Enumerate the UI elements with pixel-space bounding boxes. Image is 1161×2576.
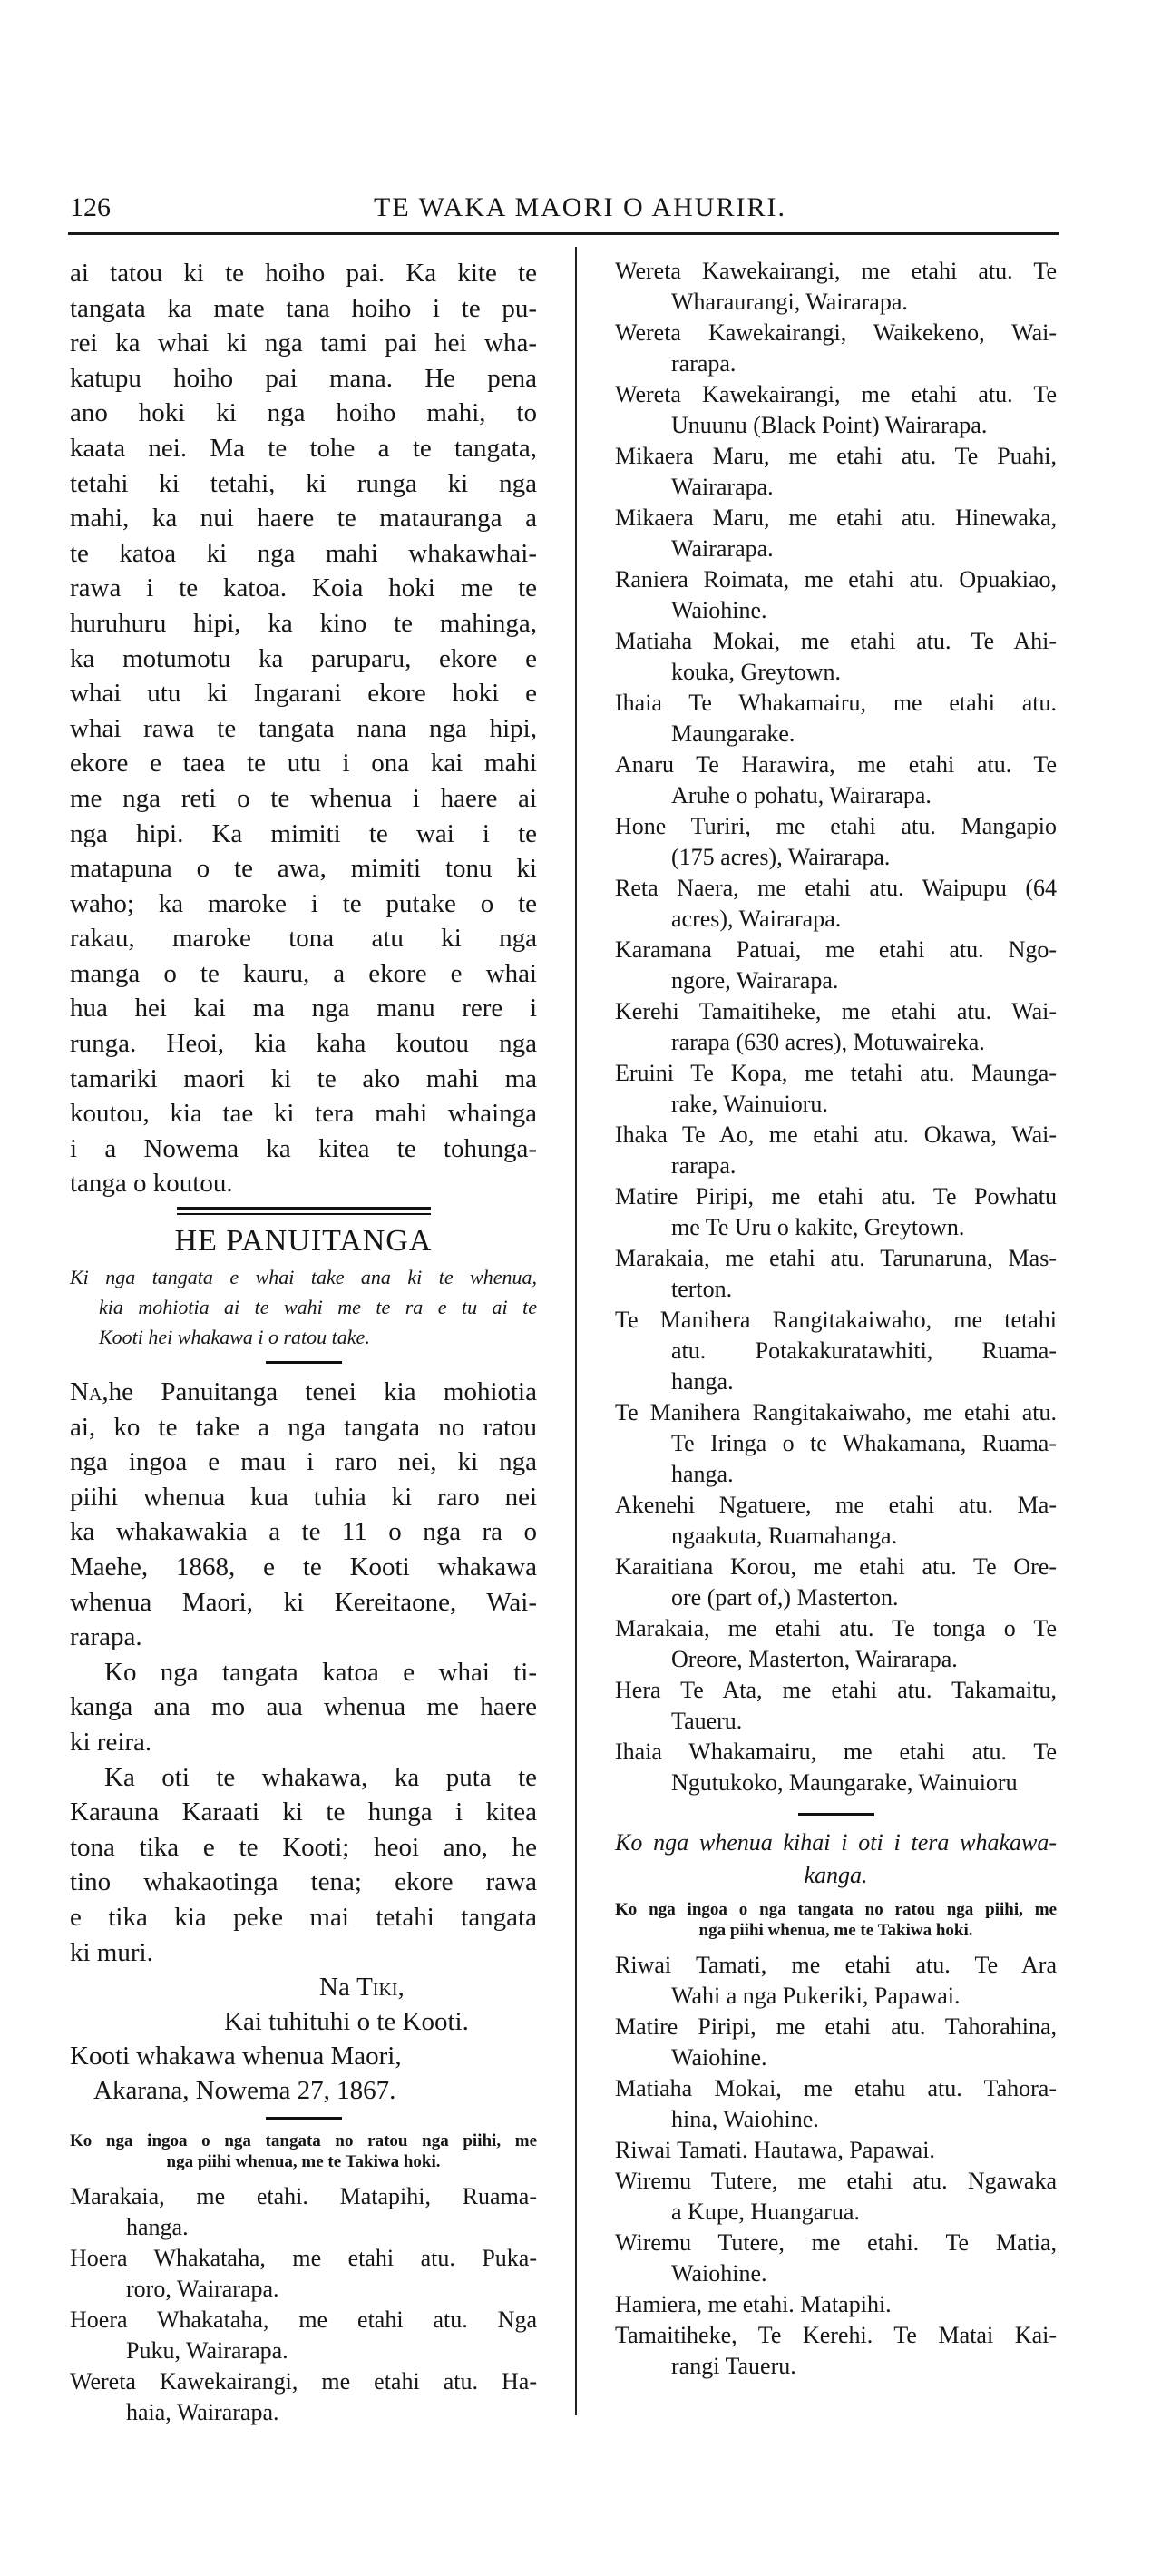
text-line: Matire Piripi, me etahi atu. Tahorahina, — [615, 2013, 1057, 2040]
text-line: e tika kia peke mai tetahi tangata — [70, 1902, 537, 1932]
notice-subtitle — [70, 1262, 537, 1352]
list-entry — [615, 1120, 1057, 1181]
list-entry — [615, 1058, 1057, 1120]
paragraph-line — [70, 1375, 537, 1410]
text-line: Ko nga whenua kihai i oti i tera whakawa- — [615, 1829, 1057, 1856]
list-entry — [70, 2366, 537, 2428]
text-line: kia mohiotia ai te wahi me te ra e tu ai te — [99, 1296, 537, 1319]
text-line: rangi Taueru. — [671, 2353, 796, 2379]
text-line: ano hoki ki nga hoiho mahi, to — [70, 398, 537, 428]
text-line: hanga. — [671, 1368, 734, 1395]
date-line: Akarana, Nowema 27, 1867. — [93, 2076, 396, 2106]
text-line: Marakaia, me etahi. Matapihi, Ruama- — [70, 2183, 537, 2210]
text-line: ngore, Wairarapa. — [671, 967, 839, 994]
text-line: Ka oti te whakawa, ka puta te — [104, 1762, 537, 1792]
text-line: rarapa. — [70, 1622, 142, 1652]
list-entry — [615, 1675, 1057, 1737]
text-line: hua hei kai ma nga manu rere i — [70, 994, 537, 1024]
text-line: Anaru Te Harawira, me etahi atu. Te — [615, 751, 1057, 778]
text-line: Unuunu (Black Point) Wairarapa. — [671, 412, 988, 438]
list-note — [70, 2130, 537, 2172]
text-line: Matire Piripi, me etahi atu. Te Powhatu — [615, 1183, 1057, 1210]
text-line: Eruini Te Kopa, me tetahi atu. Maunga- — [615, 1060, 1057, 1086]
list-entry — [615, 811, 1057, 873]
text-line: Riwai Tamati. Hautawa, Papawai. — [615, 2137, 935, 2163]
text-line: kaata nei. Ma te tohe a te tangata, — [70, 433, 537, 463]
text-line: Ihaia Te Whakamairu, me etahi atu. — [615, 690, 1057, 716]
text-line: Hoera Whakataha, me etahi atu. Puka- — [70, 2245, 537, 2272]
text-line: Wharaurangi, Wairarapa. — [671, 289, 908, 315]
text-line: Ihaka Te Ao, me etahi atu. Okawa, Wai- — [615, 1121, 1057, 1148]
text-line: piihi whenua kua tuhia ki raro nei — [70, 1482, 537, 1512]
text-line: Hamiera, me etahi. Matapihi. — [615, 2291, 892, 2317]
list-entry — [615, 2320, 1057, 2382]
list-note — [615, 1899, 1057, 1941]
text-line: tino whakaotinga tena; ekore rawa — [70, 1867, 537, 1897]
text-line: Matiaha Mokai, me etahu atu. Tahora- — [615, 2075, 1057, 2101]
notice-paragraph-2 — [70, 1655, 537, 1760]
signature-role: Kai tuhituhi o te Kooti. — [224, 2007, 469, 2037]
text-line: te katoa ki nga mahi whakawhai- — [70, 538, 537, 568]
text-line: ka motumotu ka paruparu, ekore e — [70, 643, 537, 673]
list-entry — [615, 2135, 1057, 2166]
text-line: Ihaia Whakamairu, me etahi atu. Te — [615, 1739, 1057, 1765]
text-line: me nga reti o te whenua i haere ai — [70, 783, 537, 813]
text-line: tamariki maori ki te ako mahi ma — [70, 1063, 537, 1093]
text-line: Te Manihera Rangitakaiwaho, me etahi atu. — [615, 1399, 1057, 1425]
left-column — [70, 256, 537, 2428]
text-line: ki reira. — [70, 1727, 152, 1757]
text-line: a Kupe, Huangarua. — [671, 2199, 860, 2225]
text-line: Taueru. — [671, 1708, 743, 1734]
list-entry — [615, 749, 1057, 811]
list-entry — [615, 1552, 1057, 1613]
unfinished-heading — [615, 1827, 1057, 1892]
text-line: Wahi a nga Pukeriki, Papawai. — [671, 1983, 961, 2009]
list-entry — [615, 1737, 1057, 1798]
text-line: waho; ka maroke i te putake o te — [70, 888, 537, 918]
article-continuation — [70, 256, 537, 1201]
text-line: Te Manihera Rangitakaiwaho, me tetahi — [615, 1307, 1057, 1333]
page-number: 126 — [70, 192, 111, 222]
text-line: Wairarapa. — [671, 474, 774, 500]
header-rule — [68, 232, 1059, 235]
text-line: Waiohine. — [671, 2044, 767, 2071]
text-line: roro, Wairarapa. — [126, 2276, 279, 2303]
list-entry — [70, 2243, 537, 2305]
list-entry — [615, 503, 1057, 564]
text-line: tangata ka mate tana hoiho i te pu- — [70, 293, 537, 323]
text-line: ore (part of,) Masterton. — [671, 1584, 899, 1611]
notice-paragraph-3 — [70, 1760, 537, 1971]
text-line: whai utu ki Ingarani ekore hoki e — [70, 679, 537, 709]
text-line: ki muri. — [70, 1937, 153, 1967]
text-line: haia, Wairarapa. — [126, 2399, 279, 2426]
text-line: runga. Heoi, kia kaha koutou nga — [70, 1029, 537, 1059]
text-line: Wiremu Tutere, me etahi atu. Ngawaka — [615, 2168, 1057, 2194]
list-entry — [70, 2181, 537, 2243]
text-line: katupu hoiho pai mana. He pena — [70, 363, 537, 393]
signature-na: Na — [319, 1973, 350, 2003]
text-line: huruhuru hipi, ka kino te mahinga, — [70, 608, 537, 638]
text-line: Waiohine. — [671, 2260, 767, 2287]
paragraph-lines — [70, 1410, 537, 1655]
text-line: ka whakawakia a te 11 o nga ra o — [70, 1517, 537, 1547]
text-line: rei ka whai ki nga tami pai hei wha- — [70, 328, 537, 358]
list-entry — [615, 1243, 1057, 1305]
lead-word: Na, — [70, 1377, 109, 1407]
column-divider — [575, 247, 577, 2415]
text-line: nga piihi whenua, me te Takiwa hoki. — [166, 2152, 441, 2172]
list-entry — [615, 2073, 1057, 2135]
text-line: Wairarapa. — [671, 535, 774, 562]
list-entry — [615, 1613, 1057, 1675]
text-line: ekore e taea te utu i ona kai mahi — [70, 749, 537, 779]
text-line: ngaakuta, Ruamahanga. — [671, 1523, 898, 1549]
list-entry — [615, 626, 1057, 688]
text-line: (175 acres), Wairarapa. — [671, 844, 891, 870]
text-line: koutou, kia tae ki tera mahi whainga — [70, 1099, 537, 1129]
text-line: Ko nga ingoa o nga tangata no ratou nga piihi, me — [70, 2131, 537, 2151]
list-entry — [615, 1490, 1057, 1552]
text-line: ai, ko te take a nga tangata no ratou — [70, 1412, 537, 1442]
text-line: Matiaha Mokai, me etahi atu. Te Ahi- — [615, 628, 1057, 654]
list-entry — [615, 2166, 1057, 2228]
text-line: Hera Te Ata, me etahi atu. Takamaitu, — [615, 1677, 1057, 1703]
short-rule — [266, 1361, 342, 1364]
text-line: kanga ana mo aua whenua me haere — [70, 1692, 537, 1722]
list-entry — [615, 1950, 1057, 2012]
text-line: nga hipi. Ka mimiti te wai i te — [70, 818, 537, 848]
text-line: nga ingoa e mau i raro nei, ki nga — [70, 1447, 537, 1477]
list-entry — [615, 379, 1057, 441]
text-line: hanga. — [671, 1461, 734, 1487]
text-line: atu. Potakakuratawhiti, Ruama- — [671, 1337, 1057, 1364]
text-line: Wereta Kawekairangi, me etahi atu. Ha- — [70, 2368, 537, 2395]
text-line: kanga. — [804, 1862, 868, 1888]
text-line: nga piihi whenua, me te Takiwa hoki. — [698, 1921, 973, 1940]
text-line: tona tika e te Kooti; heoi ano, he — [70, 1832, 537, 1862]
list-entry — [615, 318, 1057, 379]
list-entry — [615, 996, 1057, 1058]
list-entry — [615, 1305, 1057, 1397]
text-line: i a Nowema ka kitea te tohunga- — [70, 1133, 537, 1163]
list-entry — [70, 2305, 537, 2366]
text-line: rarapa (630 acres), Motuwaireka. — [671, 1029, 985, 1055]
list-entry — [615, 441, 1057, 503]
text-line: manga o te kauru, a ekore e whai — [70, 958, 537, 988]
text-line: rake, Wainuioru. — [671, 1091, 828, 1117]
text-line: Te Iringa o te Whakamana, Ruama- — [671, 1430, 1057, 1456]
text-line: Maungarake. — [671, 720, 795, 747]
list-entry — [615, 1181, 1057, 1243]
text-line: ai tatou ki te hoiho pai. Ka kite te — [70, 259, 537, 288]
text-line: Ko nga tangata katoa e whai ti- — [104, 1657, 537, 1687]
text-line: Karamana Patuai, me etahi atu. Ngo- — [615, 936, 1057, 963]
text-line: hina, Waiohine. — [671, 2106, 819, 2132]
text-line: rarapa. — [671, 350, 737, 377]
list-entry — [615, 688, 1057, 749]
short-rule — [798, 1813, 874, 1816]
text-line: Wiremu Tutere, me etahi. Te Matia, — [615, 2229, 1057, 2256]
text-line: Kooti hei whakawa i o ratou take. — [99, 1326, 370, 1349]
signature-line — [70, 1970, 537, 2004]
text-line: Raniera Roimata, me etahi atu. Opuakiao, — [615, 566, 1057, 593]
text-line: Waiohine. — [671, 597, 767, 623]
list-entry — [615, 2012, 1057, 2073]
land-list — [70, 2181, 537, 2428]
text-line: me Te Uru o kakite, Greytown. — [671, 1214, 965, 1240]
text-line: Marakaia, me etahi atu. Te tonga o Te — [615, 1615, 1057, 1641]
text-line: rarapa. — [671, 1152, 737, 1179]
text-line: rawa i te katoa. Koia hoki me te — [70, 573, 537, 603]
text-line: Mikaera Maru, me etahi atu. Te Puahi, — [615, 443, 1057, 469]
notice-paragraph-1 — [70, 1375, 537, 1655]
text-line: Karauna Karaati ki te hunga i kitea — [70, 1797, 537, 1827]
text-line: hanga. — [126, 2214, 189, 2241]
text-line: Kerehi Tamaitiheke, me etahi atu. Wai- — [615, 998, 1057, 1024]
text-line: Marakaia, me etahi atu. Tarunaruna, Mas- — [615, 1245, 1057, 1271]
line-text: he Panuitanga tenei kia mohiotia — [108, 1377, 537, 1407]
list-entry — [615, 2289, 1057, 2320]
section-double-rule — [177, 1207, 431, 1215]
list-entry — [615, 564, 1057, 626]
text-line: tetahi ki tetahi, ki runga ki nga — [70, 468, 537, 498]
text-line: tanga o koutou. — [70, 1169, 233, 1199]
text-line: whenua Maori, ki Kereitaone, Wai- — [70, 1587, 537, 1617]
text-line: Hoera Whakataha, me etahi atu. Nga — [70, 2307, 537, 2334]
text-line: Hone Turiri, me etahi atu. Mangapio — [615, 813, 1057, 839]
text-line: Oreore, Masterton, Wairarapa. — [671, 1646, 958, 1672]
text-line: Wereta Kawekairangi, me etahi atu. Te — [615, 381, 1057, 407]
text-line: matapuna o te awa, mimiti tonu ki — [70, 854, 537, 884]
text-line: Wereta Kawekairangi, me etahi atu. Te — [615, 258, 1057, 284]
text-line: Mikaera Maru, me etahi atu. Hinewaka, — [615, 504, 1057, 531]
running-title: TE WAKA MAORI O AHURIRI. — [374, 192, 786, 222]
unfinished-land-list — [615, 1950, 1057, 2382]
text-line: Akenehi Ngatuere, me etahi atu. Ma- — [615, 1492, 1057, 1518]
land-list — [615, 256, 1057, 1798]
right-column — [615, 256, 1057, 2382]
text-line: Riwai Tamati, me etahi atu. Te Ara — [615, 1952, 1057, 1978]
text-line: Puku, Wairarapa. — [126, 2337, 288, 2365]
text-line: Wereta Kawekairangi, Waikekeno, Wai- — [615, 319, 1057, 346]
place-line: Kooti whakawa whenua Maori, — [70, 2042, 402, 2072]
short-rule — [266, 2117, 342, 2120]
text-line: rakau, maroke tona atu ki nga — [70, 924, 537, 954]
notice-signature — [70, 1970, 537, 2108]
text-line: Ngutukoko, Maungarake, Wainuioru — [671, 1769, 1018, 1796]
text-line: Tamaitiheke, Te Kerehi. Te Matai Kai- — [615, 2322, 1057, 2348]
signature-name: Tiki, — [356, 1973, 405, 2003]
text-line: Ko nga ingoa o nga tangata no ratou nga piihi, me — [615, 1900, 1057, 1919]
list-entry — [615, 1397, 1057, 1490]
text-line: Aruhe o pohatu, Wairarapa. — [671, 782, 932, 808]
notice-heading: HE PANUITANGA — [174, 1224, 433, 1259]
text-line: Ki nga tangata e whai take ana ki te whenua, — [70, 1266, 537, 1289]
list-entry — [615, 2228, 1057, 2289]
list-entry — [615, 935, 1057, 996]
list-entry — [615, 873, 1057, 935]
text-line: Karaitiana Korou, me etahi atu. Te Ore- — [615, 1553, 1057, 1580]
text-line: terton. — [671, 1276, 733, 1302]
text-line: whai rawa te tangata nana nga hipi, — [70, 713, 537, 743]
text-line: acres), Wairarapa. — [671, 906, 842, 932]
text-line: mahi, ka nui haere te matauranga a — [70, 504, 537, 534]
text-line: kouka, Greytown. — [671, 659, 842, 685]
text-line: Maehe, 1868, e te Kooti whakawa — [70, 1552, 537, 1582]
list-entry — [615, 256, 1057, 318]
text-line: Reta Naera, me etahi atu. Waipupu (64 — [615, 875, 1057, 901]
